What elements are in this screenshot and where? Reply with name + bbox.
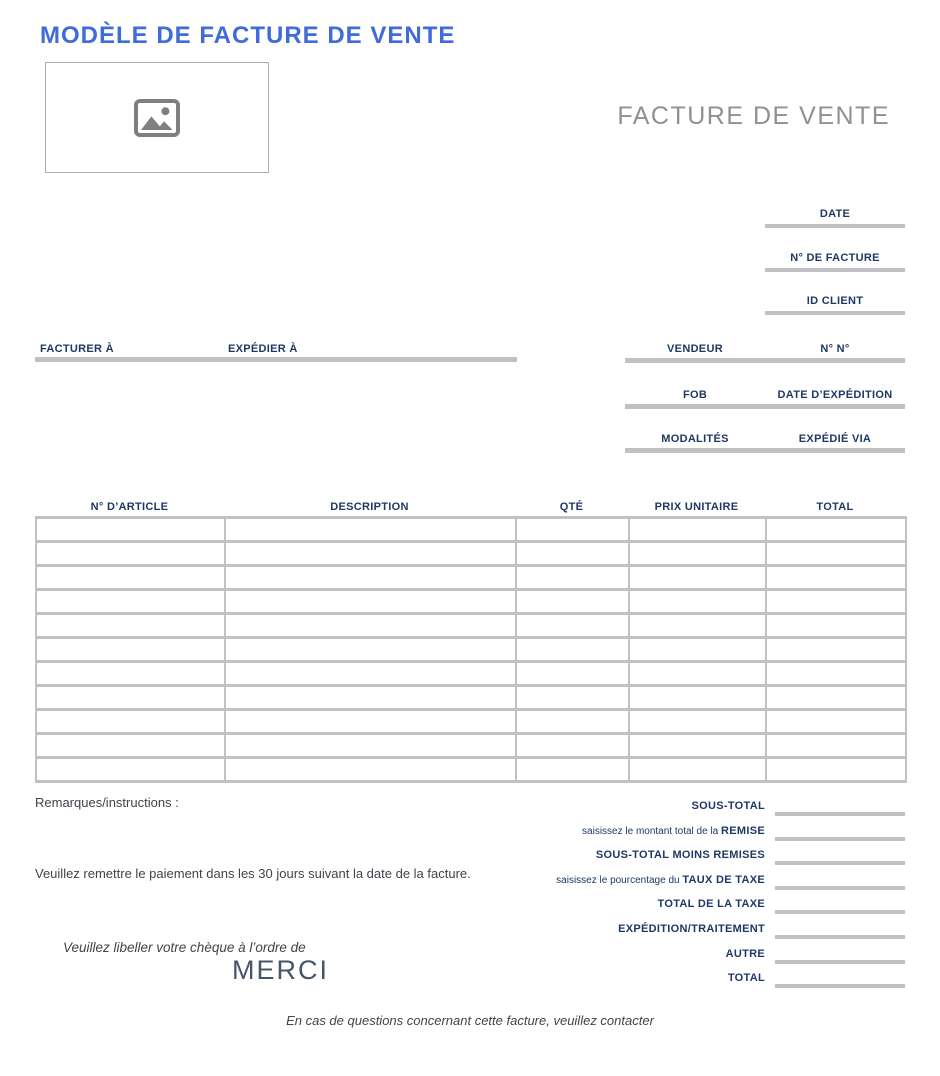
table-cell[interactable] [629, 638, 766, 662]
table-cell[interactable] [766, 710, 906, 734]
total-tax-label: TOTAL DE LA TAXE [657, 898, 765, 911]
table-cell[interactable] [629, 710, 766, 734]
terms-row [625, 432, 905, 453]
table-column-header: N° D’ARTICLE [90, 501, 169, 513]
table-row [36, 758, 906, 782]
table-cell[interactable] [766, 662, 906, 686]
image-placeholder-icon [133, 98, 181, 138]
logo-placeholder[interactable] [45, 62, 269, 173]
total-tax-row [0, 895, 940, 920]
other-line[interactable] [775, 960, 905, 964]
fob-row [625, 388, 905, 409]
customer-id-label: ID CLIENT [806, 295, 864, 307]
discount-row [0, 822, 940, 847]
table-cell[interactable] [225, 662, 516, 686]
table-cell[interactable] [629, 662, 766, 686]
table-cell[interactable] [629, 590, 766, 614]
table-cell[interactable] [766, 566, 906, 590]
table-cell[interactable] [516, 710, 629, 734]
vendor-row [625, 342, 905, 363]
table-cell[interactable] [766, 638, 906, 662]
table-column-header: QTÉ [559, 501, 584, 513]
tax-rate-line[interactable] [775, 886, 905, 890]
fob-label: FOB [682, 389, 708, 401]
tax-rate-label: TAUX DE TAXE [682, 873, 765, 886]
table-cell[interactable] [766, 758, 906, 782]
table-cell[interactable] [516, 542, 629, 566]
table-cell[interactable] [36, 566, 225, 590]
grand-total-line[interactable] [775, 984, 905, 988]
table-cell[interactable] [36, 686, 225, 710]
contact-line-text: En cas de questions concernant cette facture, veuillez contacter [286, 1013, 654, 1028]
terms-label: MODALITÉS [661, 433, 729, 445]
table-row [36, 542, 906, 566]
items-table-header [35, 500, 905, 514]
table-row [36, 734, 906, 758]
table-cell[interactable] [516, 758, 629, 782]
invoice-number-line[interactable] [765, 268, 905, 272]
discount-line[interactable] [775, 837, 905, 841]
page-title: MODÈLE DE FACTURE DE VENTE [40, 22, 456, 49]
table-row [36, 566, 906, 590]
subtotal-line[interactable] [775, 812, 905, 816]
table-cell[interactable] [225, 518, 516, 542]
table-cell[interactable] [225, 590, 516, 614]
grand-total-row [0, 969, 940, 994]
bill-to-label: FACTURER À [40, 343, 114, 355]
subtotal-less-discount-label: SOUS-TOTAL MOINS REMISES [595, 849, 765, 862]
table-cell[interactable] [36, 758, 225, 782]
table-row [36, 662, 906, 686]
table-cell[interactable] [766, 590, 906, 614]
table-cell[interactable] [629, 542, 766, 566]
customer-id-line[interactable] [765, 311, 905, 315]
ship-to-label: EXPÉDIER À [228, 343, 298, 355]
table-cell[interactable] [629, 566, 766, 590]
table-cell[interactable] [36, 590, 225, 614]
vendor-line[interactable] [625, 358, 905, 363]
table-cell[interactable] [225, 710, 516, 734]
table-cell[interactable] [225, 758, 516, 782]
table-row [36, 710, 906, 734]
table-cell[interactable] [766, 734, 906, 758]
table-cell[interactable] [225, 566, 516, 590]
table-row [36, 590, 906, 614]
subtotal-label: SOUS-TOTAL [691, 800, 765, 812]
table-cell[interactable] [225, 686, 516, 710]
customer-id-field [765, 294, 905, 315]
table-cell[interactable] [516, 566, 629, 590]
fob-line[interactable] [625, 404, 905, 409]
table-cell[interactable] [516, 734, 629, 758]
totals-prefix: saisissez le montant total de la [582, 825, 722, 837]
table-cell[interactable] [225, 542, 516, 566]
table-column-header: TOTAL [816, 501, 854, 513]
bill-ship-line[interactable] [35, 357, 517, 362]
date-line[interactable] [765, 224, 905, 228]
table-cell[interactable] [766, 542, 906, 566]
grand-total-label: TOTAL [727, 972, 765, 985]
table-cell[interactable] [225, 614, 516, 638]
table-cell[interactable] [36, 710, 225, 734]
shipping-handling-line[interactable] [775, 935, 905, 939]
check-instruction-text: Veuillez libeller votre chèque à l’ordre de [63, 940, 306, 955]
table-cell[interactable] [766, 614, 906, 638]
table-column-header: PRIX UNITAIRE [654, 501, 739, 513]
table-cell[interactable] [36, 614, 225, 638]
table-cell[interactable] [629, 686, 766, 710]
invoice-number-label: N° DE FACTURE [790, 252, 880, 264]
table-cell[interactable] [36, 542, 225, 566]
order-number-label: N° N° [820, 343, 850, 355]
totals-section [0, 797, 940, 994]
table-cell[interactable] [516, 590, 629, 614]
table-cell[interactable] [629, 518, 766, 542]
remarks-label: Remarques/instructions : [35, 795, 179, 810]
table-cell[interactable] [516, 686, 629, 710]
table-row [36, 614, 906, 638]
table-row [36, 638, 906, 662]
thank-you-text: MERCI [232, 955, 329, 985]
totals-prefix: saisissez le pourcentage du [556, 874, 683, 886]
other-label: AUTRE [725, 947, 765, 960]
shipping-handling-label: EXPÉDITION/TRAITEMENT [618, 922, 765, 935]
table-cell[interactable] [516, 518, 629, 542]
ship-date-label: DATE D’EXPÉDITION [777, 389, 893, 401]
table-cell[interactable] [36, 662, 225, 686]
discount-label: REMISE [721, 824, 765, 837]
table-row [36, 518, 906, 542]
shipped-via-label: EXPÉDIÉ VIA [798, 433, 872, 445]
document-title: FACTURE DE VENTE [617, 102, 890, 130]
table-cell[interactable] [36, 638, 225, 662]
table-cell[interactable] [225, 638, 516, 662]
terms-line[interactable] [625, 448, 905, 453]
table-cell[interactable] [516, 662, 629, 686]
total-tax-line[interactable] [775, 910, 905, 914]
items-table-body [36, 518, 906, 782]
invoice-number-field [765, 251, 905, 272]
items-table [35, 516, 907, 783]
payment-terms-text: Veuillez remettre le paiement dans les 30 jours suivant la date de la facture. [35, 866, 471, 881]
date-label: DATE [819, 208, 851, 220]
table-cell[interactable] [766, 686, 906, 710]
table-row [36, 686, 906, 710]
table-cell[interactable] [36, 518, 225, 542]
table-cell[interactable] [629, 758, 766, 782]
table-cell[interactable] [36, 734, 225, 758]
table-cell[interactable] [629, 614, 766, 638]
subtotal-less-discount-line[interactable] [775, 861, 905, 865]
table-column-header: DESCRIPTION [330, 501, 409, 513]
vendor-label: VENDEUR [667, 343, 723, 355]
table-cell[interactable] [629, 734, 766, 758]
table-cell[interactable] [225, 734, 516, 758]
date-field [765, 207, 905, 228]
table-cell[interactable] [766, 518, 906, 542]
table-cell[interactable] [516, 614, 629, 638]
table-cell[interactable] [516, 638, 629, 662]
